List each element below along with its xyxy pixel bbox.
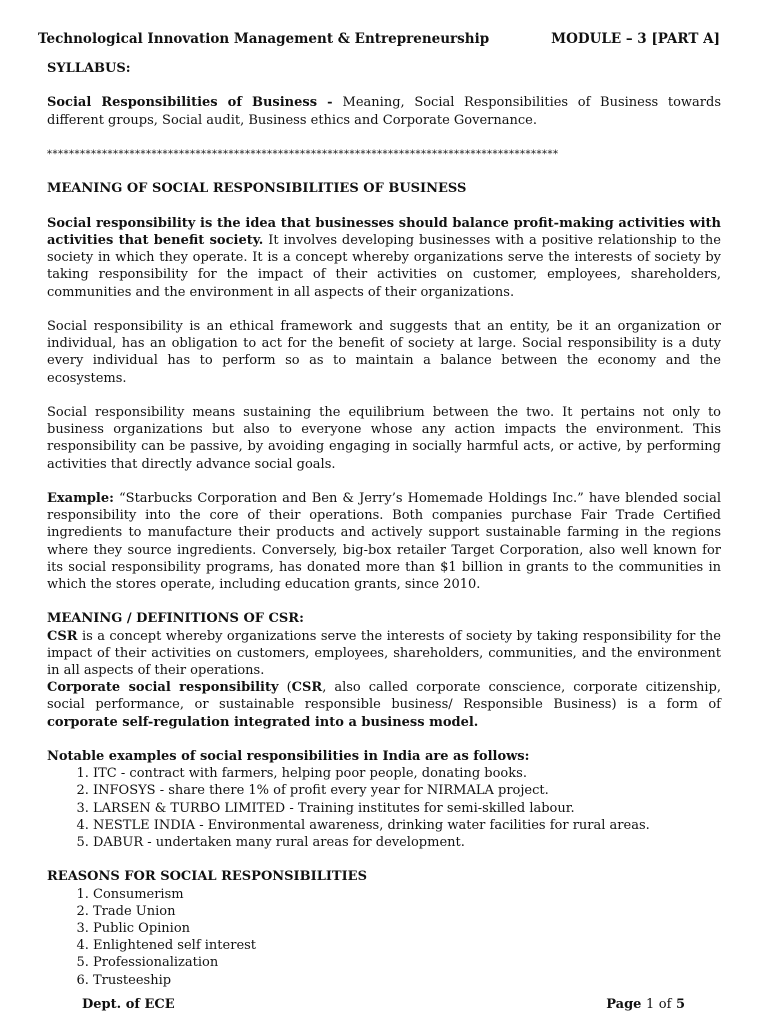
syllabus-text: Social Responsibilities of Business - Meaning, Social Responsibilities of Business towards different groups, Social audit, Business ethics and Corporate Governance. xyxy=(47,95,721,128)
meaning-paragraph-2: Social responsibility is an ethical framework and suggests that an entity, be it an organization or individual, has an obligation to act for the benefit of society at large. Social responsibility is a duty every individual has to perform so as to maintain a balance between the economy and the ecosystems. xyxy=(47,318,721,386)
list-item: 3. LARSEN & TURBO LIMITED - Training institutes for semi-skilled labour. xyxy=(93,800,721,817)
example-paragraph: Example: “Starbucks Corporation and Ben & Jerry’s Homemade Holdings Inc.” have blended social responsibility into the core of their operations. Both companies purchase Fair Trade Certified ingredients to manufacture their products and actively support sustainable farming in the regions where they source ingredients. Conversely, big-box retailer Target Corporation, also well known for its social responsibility programs, has donated more than $1 billion in grants to the communities in which the stores operate, including education grants, since 2010. xyxy=(47,490,721,592)
csr-heading: MEANING / DEFINITIONS OF CSR: xyxy=(47,611,304,627)
examples-heading: Notable examples of social responsibilities in India are as follows: xyxy=(47,748,530,764)
list-item: 3. Public Opinion xyxy=(93,920,721,937)
syllabus-label: SYLLABUS: xyxy=(47,61,131,76)
list-item: 1. Consumerism xyxy=(93,886,721,903)
list-item: 4. NESTLE INDIA - Environmental awareness, drinking water facilities for rural areas. xyxy=(93,817,721,834)
list-item: 5. Professionalization xyxy=(93,954,721,971)
list-item: 2. Trade Union xyxy=(93,903,721,920)
footer-department: Dept. of ECE xyxy=(82,997,175,1012)
list-item: 6. Trusteeship xyxy=(93,972,721,989)
meaning-paragraph-3: Social responsibility means sustaining the equilibrium between the two. It pertains not only to business organizations but also to everyone whose any action impacts the environment. This responsibility can be passive, by avoiding engaging in socially harmful acts, or active, by performing activities that directly advance social goals. xyxy=(47,404,721,472)
meaning-heading: MEANING OF SOCIAL RESPONSIBILITIES OF BUSINESS xyxy=(47,181,467,197)
examples-list xyxy=(47,765,721,851)
reasons-list xyxy=(47,886,721,989)
list-item: 2. INFOSYS - share there 1% of profit every year for NIRMALA project. xyxy=(93,782,721,799)
document-title: Technological Innovation Management & Entrepreneurship xyxy=(38,31,490,47)
module-label: MODULE – 3 [PART A] xyxy=(551,31,720,47)
footer-page-number: Page 1 of 5 xyxy=(606,997,685,1012)
csr-definition-2: Corporate social responsibility (CSR, also called corporate conscience, corporate citizenship, social performance, or sustainable responsible business/ Responsible Business) is a form of corporate self-regulation integrated into a business model. xyxy=(47,680,721,730)
list-item: 5. DABUR - undertaken many rural areas for development. xyxy=(93,834,721,851)
meaning-paragraph-1: Social responsibility is the idea that businesses should balance profit-making activities with activities that benefit society. It involves developing businesses with a positive relationship to the society in which they operate. It is a concept whereby organizations serve the interests of society by taking responsibility for the impact of their activities on customer, employees, shareholders, communities and the environment in all aspects of their organizations. xyxy=(47,215,721,300)
document-body xyxy=(47,60,721,989)
csr-definition-1: CSR is a concept whereby organizations serve the interests of society by taking responsibility for the impact of their activities on customers, employees, shareholders, communities, and the environment in all aspects of their operations. xyxy=(47,628,721,678)
reasons-heading: REASONS FOR SOCIAL RESPONSIBILITIES xyxy=(47,869,367,885)
list-item: 4. Enlightened self interest xyxy=(93,937,721,954)
list-item: 1. ITC - contract with farmers, helping poor people, donating books. xyxy=(93,765,721,782)
separator-line: ********************************************************************************************* xyxy=(47,148,559,160)
